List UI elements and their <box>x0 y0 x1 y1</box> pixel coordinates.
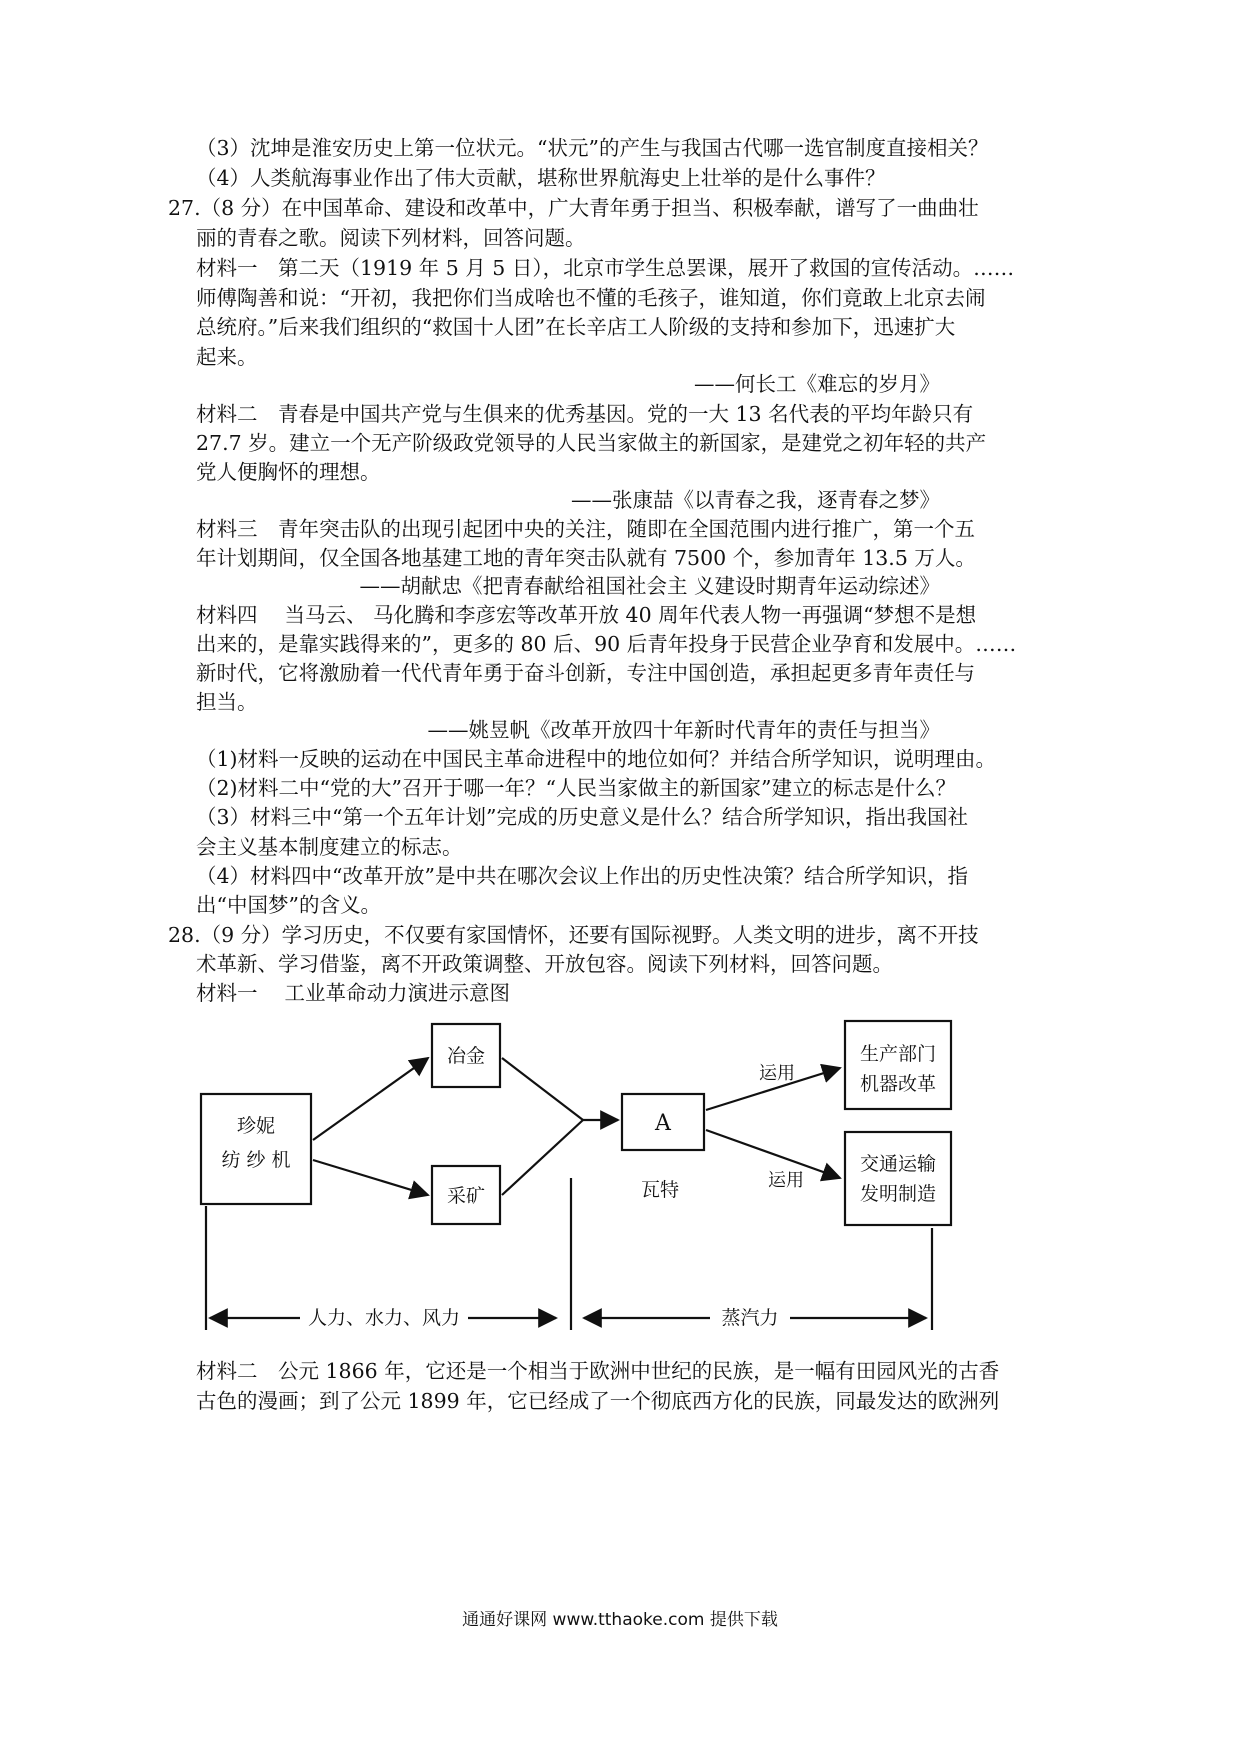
material-4-line-3: 新时代，它将激励着一代代青年勇于奋斗创新，专注中国创造，承担起更多青年责任与 <box>196 661 975 685</box>
q28-material-1-title: 材料一 工业革命动力演进示意图 <box>196 981 511 1005</box>
material-2-line-1: 材料二 青春是中国共产党与生俱来的优秀基因。党的一大 13 名代表的平均年龄只有 <box>196 402 974 426</box>
production-label-1: 生产部门 <box>859 1043 937 1065</box>
footer-download-notice: 通通好课网 www.tthaoke.com 提供下载 <box>462 1610 778 1630</box>
metallurgy-label: 冶金 <box>446 1045 486 1067</box>
material-1-line-1: 材料一 第二天（1919 年 5 月 5 日），北京市学生总罢课，展开了救国的宣传活动。…… <box>196 256 1015 280</box>
material-2-line-2: 27.7 岁。建立一个无产阶级政党领导的人民当家做主的新国家，是建党之初年轻的共产 <box>196 431 987 455</box>
q27-stem-2: 丽的青春之歌。阅读下列材料，回答问题。 <box>196 226 586 250</box>
power-label-right: 蒸汽力 <box>721 1307 779 1329</box>
transport-label-1: 交通运输 <box>859 1153 937 1175</box>
apply-label-bottom: 运用 <box>768 1170 804 1191</box>
q28-material-2-line-2: 古色的漫画；到了公元 1899 年，它已经成了一个彻底西方化的民族，同最发达的欧洲列 <box>196 1389 1000 1413</box>
watt-label: 瓦特 <box>640 1179 680 1201</box>
q27-sub-3b: 会主义基本制度建立的标志。 <box>196 835 463 859</box>
transport-box <box>845 1132 951 1225</box>
q28-stem-1: 28.（9 分）学习历史，不仅要有家国情怀，还要有国际视野。人类文明的进步，离不开技 <box>168 923 979 947</box>
q28-stem-2: 术革新、学习借鉴，离不开政策调整、开放包容。阅读下列材料，回答问题。 <box>196 952 893 976</box>
jenny-label-2: 纺 纱 机 <box>221 1149 291 1171</box>
production-label-2: 机器改革 <box>859 1073 937 1095</box>
material-1-line-3: 总统府。”后来我们组织的“救国十人团”在长辛店工人阶级的支持和参加下，迅速扩大 <box>196 315 956 339</box>
material-2-source: ——张康喆《以青春之我，逐青春之梦》 <box>571 488 940 512</box>
material-4-source: ——姚昱帆《改革开放四十年新时代青年的责任与担当》 <box>427 718 940 742</box>
material-4-line-4: 担当。 <box>196 690 258 714</box>
q27-sub-4a: （4）材料四中“改革开放”是中共在哪次会议上作出的历史性决策？结合所学知识，指 <box>196 864 969 888</box>
material-4-line-1: 材料四 当马云、 马化腾和李彦宏等改革开放 40 周年代表人物一再强调“梦想不是想 <box>196 603 977 627</box>
power-label-left: 人力、水力、风力 <box>307 1307 461 1329</box>
q26-4: （4）人类航海事业作出了伟大贡献，堪称世界航海史上壮举的是什么事件？ <box>196 166 886 190</box>
q27-stem-1: 27.（8 分）在中国革命、建设和改革中，广大青年勇于担当、积极奉献，谱写了一曲曲壮 <box>168 196 979 220</box>
jenny-label-1: 珍妮 <box>236 1115 276 1137</box>
production-box <box>845 1021 951 1109</box>
q27-sub-2: （2)材料二中“党的大”召开于哪一年？“人民当家做主的新国家”建立的标志是什么？ <box>196 776 956 800</box>
q27-sub-4b: 出“中国梦”的含义。 <box>196 893 381 917</box>
q27-sub-3a: （3）材料三中“第一个五年计划”完成的历史意义是什么？结合所学知识，指出我国社 <box>196 805 969 829</box>
q27-sub-1: （1)材料一反映的运动在中国民主革命进程中的地位如何？并结合所学知识，说明理由。 <box>196 747 997 771</box>
mining-label: 采矿 <box>446 1185 486 1207</box>
material-1-source: ——何长工《难忘的岁月》 <box>694 372 940 396</box>
material-1-line-4: 起来。 <box>196 345 258 369</box>
q28-material-2-line-1: 材料二 公元 1866 年，它还是一个相当于欧洲中世纪的民族，是一幅有田园风光的古香 <box>196 1359 1000 1383</box>
apply-label-top: 运用 <box>759 1063 795 1084</box>
q26-3: （3）沈坤是淮安历史上第一位状元。“状元”的产生与我国古代哪一选官制度直接相关？ <box>196 136 989 160</box>
material-3-line-2: 年计划期间，仅全国各地基建工地的青年突击队就有 7500 个，参加青年 13.5 万人。 <box>196 546 976 570</box>
material-3-line-1: 材料三 青年突击队的出现引起团中央的关注，随即在全国范围内进行推广，第一个五 <box>196 517 975 541</box>
a-label: A <box>655 1111 671 1136</box>
material-2-line-3: 党人便胸怀的理想。 <box>196 460 381 484</box>
transport-label-2: 发明制造 <box>859 1183 937 1205</box>
material-3-source: ——胡献忠《把青春献给祖国社会主 义建设时期青年运动综述》 <box>359 574 940 598</box>
material-1-line-2: 师傅陶善和说：“开初，我把你们当成啥也不懂的毛孩子，谁知道，你们竟敢上北京去闹 <box>196 286 986 310</box>
material-4-line-2: 出来的，是靠实践得来的”，更多的 80 后、90 后青年投身于民营企业孕育和发展中。…… <box>196 632 1017 656</box>
